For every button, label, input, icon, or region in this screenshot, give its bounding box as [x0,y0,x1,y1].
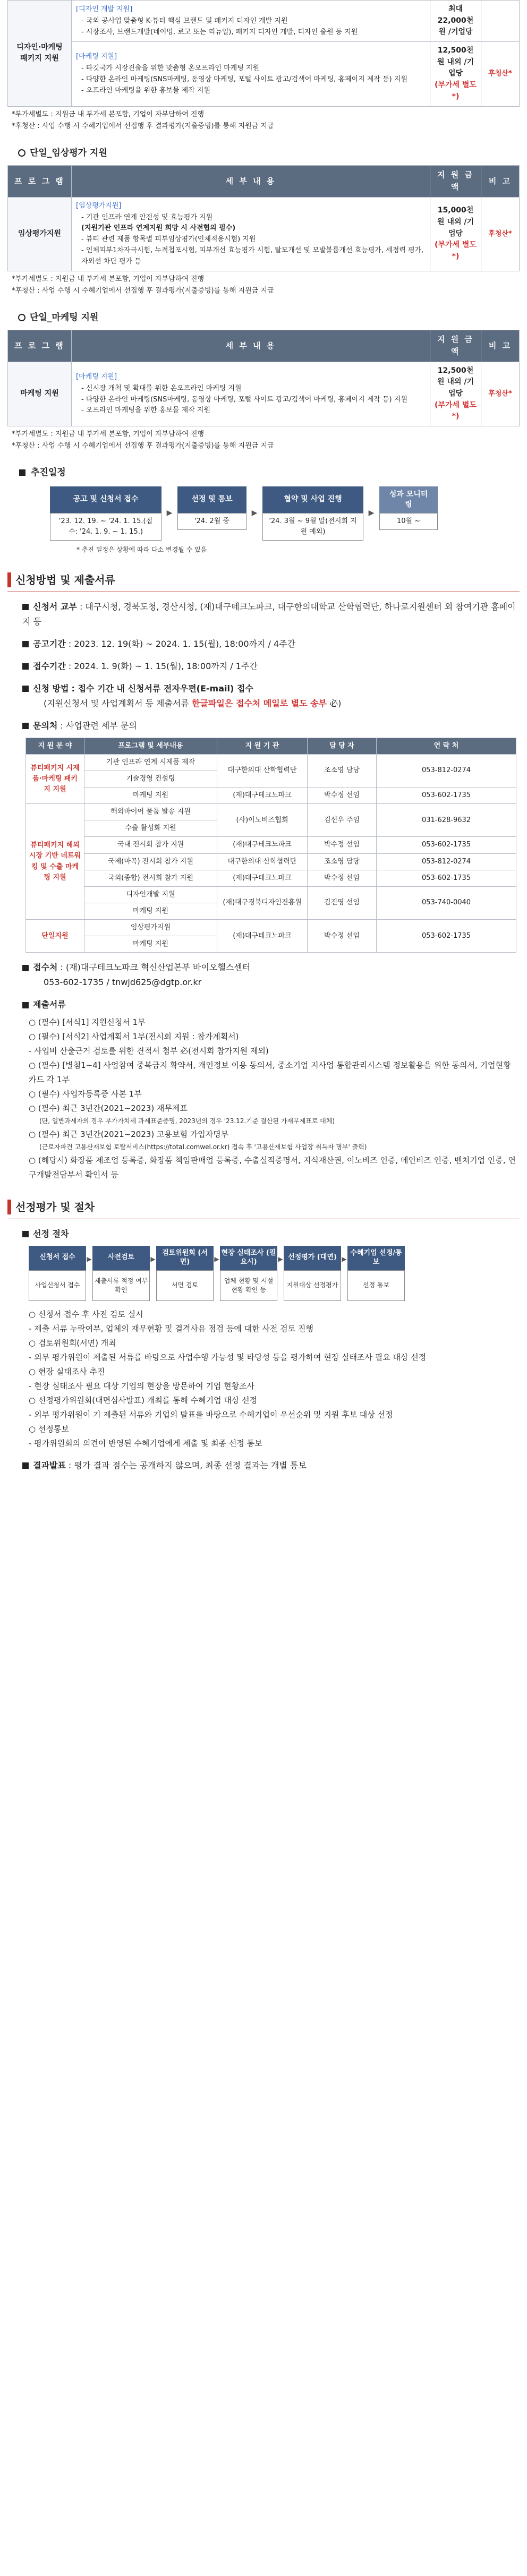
amount-value: 12,500천원 내외 /기업당 [437,366,474,398]
step-date: '24. 2월 중 [177,513,246,530]
col-header: 연 락 처 [377,738,516,754]
marketing-table [7,330,520,426]
schedule-flow [50,486,520,541]
category-cell: 뷰티패키지 시제품·마케팅 패키지 지원 [26,754,84,803]
amount-value: 15,000천원 내외 /기업당 [437,206,474,238]
line-label: 선정 절차 [33,1228,69,1239]
proc-item: - 외부 평가위원이 기 제출된 서류와 기업의 발표를 바탕으로 수혜기업이 우선순위 및 지원 후보 대상 선정 [29,1409,393,1419]
prog-cell: 기관 인프라 연계 시제품 제작 [84,754,217,771]
col-header: 세 부 내 용 [72,166,430,198]
line-text: : 대구시청, 경북도청, 경산시청, (재)대구테크노파크, 대구한의대학교 산학협력단, 하나로지원센터 외 참여기관 홈페이지 등 [22,601,516,627]
vat-footnote: *부가세별도 : 지원금 내 부가세 본포함, 기업이 자부담하여 진행 [12,430,205,439]
content-label: [임상평가지원] [76,201,122,210]
doc-item: ○ (필수) [서식1] 지원신청서 1부 [29,1017,146,1028]
category-cell: 뷰티패키지 해외시장 기반 네트워킹 및 수출 마케팅 지원 [26,804,84,920]
circle-bullet-icon [18,149,26,157]
program-name-cell: 디자인·마케팅 패키지 지원 [8,1,72,107]
procedure-heading [22,1227,520,1242]
marketing-content-cell [72,42,430,106]
doc-item: - 사업비 산출근거 검토를 위한 견적서 첨부 必(전시회 참가지원 제외) [29,1046,269,1056]
select-section-heading [7,1199,520,1216]
arrow-right-icon: ▶ [87,1255,92,1263]
detail-text: (지원신청서 및 사업계획서 등 제출서류 [44,698,192,708]
square-bullet-icon [22,1231,29,1237]
result-line [22,1458,520,1473]
prog-cell: 마케팅 지원 [84,787,217,803]
person-cell: 박수정 선임 [308,920,377,953]
contact-line [22,718,520,733]
col-header: 지 원 분 야 [26,738,84,754]
content-item: - 뷰티 관련 제품 항목별 피부임상평가(인체적용시험) 지원 [81,235,256,244]
content-item: - 신시장 개척 및 확대를 위한 온오프라인 마케팅 지원 [81,384,242,392]
schedule-note: * 추진 일정은 상황에 따라 다소 변경될 수 있음 [76,545,207,553]
proc-item: ○ 선정통보 [29,1424,69,1434]
square-bullet-icon [22,641,29,647]
doc-small-note: (근로자파견 고용산재보험 토탈서비스(https://total.comwel.or.kr) 접속 후 '고용산재보험 사업장 취득자 명부' 출력) [39,1143,367,1151]
col-header: 지 원 기 관 [217,738,308,754]
line-label: 신청서 교부 [33,601,77,612]
square-bullet-icon [22,1002,29,1008]
prog-cell: 국내 전시회 참가 지원 [84,837,217,853]
arrow-right-icon: ▶ [278,1255,283,1263]
phone-cell: 053-602-1735 [377,837,516,853]
phone-cell: 053-812-0274 [377,754,516,787]
proc-item: - 현장 실태조사 필요 대상 기업의 현장을 방문하여 기업 현황조사 [29,1381,255,1391]
person-cell: 조소영 담당 [308,754,377,787]
vat-footnote: *부가세별도 : 지원금 내 부가세 본포함, 기업이 자부담하여 진행 [12,110,205,118]
doc-item: ○ (필수) 사업자등록증 사본 1부 [29,1089,142,1099]
square-bullet-icon [22,663,29,670]
square-bullet-icon [19,469,26,476]
process-step [220,1246,277,1301]
line-text: : 2023. 12. 19(화) ~ 2024. 1. 15(월), 18:00까지 / 4주간 [68,638,296,649]
col-header: 비 고 [481,330,520,362]
proc-item: - 외부 평가위원이 제출된 서류를 바탕으로 사업수행 가능성 및 타당성 등을 평가하여 현장 실태조사 필요 대상 선정 [29,1352,427,1362]
submit-line [22,960,520,990]
apply-org-line [22,600,520,629]
org-cell: (재)대구테크노파크 [217,920,308,953]
schedule-heading [19,466,520,480]
doc-item: ○ (필수) 최근 3년간(2021~2023) 고용보험 가입자명부 [29,1129,229,1139]
org-cell: (재)대구테크노파크 [217,870,308,886]
line-text: : 사업관련 세부 문의 [60,720,137,731]
process-step-title: 신청서 접수 [29,1246,86,1270]
note-cell: 후청산* [481,42,520,106]
prog-cell: 수출 활성화 지원 [84,820,217,837]
schedule-step [262,486,363,541]
content-label: [마케팅 지원] [76,53,117,61]
proc-item: ○ 선정평가위원회(대면심사발표) 개최를 통해 수혜기업 대상 선정 [29,1395,258,1405]
footnotes [7,273,520,297]
subheading-text: 단일_마케팅 지원 [30,312,99,323]
line-text: : 2024. 1. 9(화) ~ 1. 15(월), 18:00까지 / 1주간 [68,661,258,671]
step-title: 협약 및 사업 진행 [262,486,363,513]
col-header: 프 로 그 램 [8,166,72,198]
schedule-step [50,486,162,541]
process-step [92,1246,150,1301]
col-header: 세 부 내 용 [72,330,430,362]
process-step-desc: 서면 검토 [156,1270,214,1301]
submit-phone: 053-602-1735 / tnwjd625@dgtp.or.kr [44,977,202,988]
content-item: - 다양한 온라인 마케팅(SNS마케팅, 동영상 마케팅, 포털 사이트 광고/검색어 마케팅, 홍페이지 제작 등) 지원 [81,395,407,404]
heading-text: 추진일정 [31,467,66,478]
arrow-right-icon: ▶ [368,508,375,517]
notice-period-line [22,637,520,652]
program-name-cell: 마케팅 지원 [8,362,72,426]
process-step-title: 선정평가 (대면) [284,1246,341,1270]
person-cell: 박수정 선임 [308,837,377,853]
prog-cell: 마케팅 지원 [84,936,217,953]
vat-note: (부가세 별도*) [435,400,477,421]
proc-item: - 평가위원회의 의견이 반영된 수혜기업에게 제출 및 최종 선정 통보 [29,1438,262,1448]
prog-cell: 디자인개발 지원 [84,886,217,903]
marketing-subheading [18,311,520,324]
procedure-list [29,1307,520,1451]
contact-table-wrap [7,738,520,953]
person-cell: 김선우 주임 [308,804,377,837]
docs-list [29,1015,520,1182]
org-cell: (재)대구테크노파크 [217,787,308,803]
process-step-title: 수혜기업 선정/통보 [347,1246,405,1270]
content-item: - 인체피부1차자극시험, 누적첩포시험, 피부개선 효능평가 시험, 탈모개선 및 모발볼륨개선 효능평가, 세정력 평가, 자외선 차단 평가 등 [81,246,424,266]
col-header: 비 고 [481,166,520,198]
process-step-desc: 사업신청서 접수 [29,1270,86,1301]
detail-text: 必) [327,698,342,708]
amount-value: 12,500천원 내외 /기업당 [437,46,474,78]
line-label: 공고기간 [33,638,66,649]
square-bullet-icon [22,723,29,729]
square-bullet-icon [22,965,29,971]
phone-cell: 053-602-1735 [377,787,516,803]
process-step-title: 사전검토 [92,1246,150,1270]
postpay-footnote: *후청산 : 사업 수행 시 수혜기업에서 선집행 후 결과평가(지출증빙)를 통해 지원금 지급 [12,122,274,130]
process-step-title: 검토위원회 (서면) [156,1246,214,1270]
line-label: 신청 방법 [33,683,69,694]
process-flow [29,1246,520,1301]
design-marketing-table [7,0,520,107]
col-header: 담 당 자 [308,738,377,754]
arrow-right-icon: ▶ [150,1255,156,1263]
detail-highlight: 한글파일은 접수처 메일로 별도 송부 [191,698,327,708]
proc-item: ○ 신청서 접수 후 사전 검토 실시 [29,1309,143,1319]
square-bullet-icon [22,604,29,610]
design-content-cell [72,1,430,42]
doc-item: ○ (필수) [서식2] 사업계획서 1부(전시회 지원 : 참가계획서) [29,1032,239,1042]
phone-cell: 053-602-1735 [377,870,516,886]
section-bar-icon [7,1200,11,1214]
org-cell: (사)이노비즈협회 [217,804,308,837]
prog-cell: 임상평가지원 [84,920,217,936]
postpay-footnote: *후청산 : 사업 수행 시 수혜기업에서 선집행 후 결과평가(지출증빙)를 통해 지원금 지급 [12,442,274,450]
prog-cell: 국제(마곡) 전시회 참가 지원 [84,853,217,870]
col-header: 지 원 금 액 [430,166,481,198]
doc-item: ○ (필수) 최근 3년간(2021~2023) 재무제표 [29,1103,188,1114]
clinical-subheading [18,146,520,160]
note-cell: 후청산* [481,362,520,426]
content-cell [72,362,430,426]
prog-cell: 마케팅 지원 [84,903,217,919]
arrow-right-icon: ▶ [214,1255,219,1263]
person-cell: 박수정 선임 [308,870,377,886]
vat-note: (부가세 별도*) [435,81,477,101]
process-step [284,1246,341,1301]
person-cell: 김진영 선임 [308,886,377,919]
process-step-desc: 선정 통보 [347,1270,405,1301]
circle-bullet-icon [18,314,26,321]
category-cell: 단일지원 [26,920,84,953]
org-cell: 대구한의대 산학협력단 [217,853,308,870]
line-text: : 평가 결과 점수는 공개하지 않으며, 최종 선정 결과는 개별 통보 [68,1460,307,1470]
method-detail [22,696,520,711]
schedule-step [177,486,246,541]
apply-section-heading [7,572,520,588]
vat-footnote: *부가세별도 : 지원금 내 부가세 본포함, 기업이 자부담하여 진행 [12,275,205,283]
line-text: : (재)대구테크노파크 혁신산업본부 바이오헬스센터 [60,962,251,973]
line-label: 문의처 [33,720,58,731]
contact-table [26,738,516,953]
program-name-cell: 임상평가지원 [8,197,72,271]
col-header: 지 원 금 액 [430,330,481,362]
arrow-right-icon: ▶ [342,1255,347,1263]
line-label: 제출서류 [33,999,66,1010]
content-cell [72,197,430,271]
col-header: 프 로 그 램 [8,330,72,362]
square-bullet-icon [22,686,29,692]
vat-note: (부가세 별도*) [435,241,477,261]
footnotes [7,109,520,132]
content-item: - 다양한 온라인 마케팅(SNS마케팅, 동영상 마케팅, 포털 사이트 광고/검색어 마케팅, 홍페이지 제작 등) 지원 [81,75,407,83]
prog-cell: 해외바이어 물품 발송 지원 [84,804,217,820]
step-title: 선정 및 통보 [177,486,246,513]
line-label: 접수기간 [33,661,66,671]
phone-cell: 053-602-1735 [377,920,516,953]
phone-cell: 053-740-0040 [377,886,516,919]
footnotes [7,429,520,452]
process-step-desc: 지원대상 선정평가 [284,1270,341,1301]
proc-item: ○ 현장 실태조사 추진 [29,1366,105,1376]
proc-item: ○ 검토위원회(서면) 개최 [29,1338,116,1348]
line-label: 접수처 [33,962,58,973]
schedule-step [379,486,438,541]
content-label: [마케팅 지원] [76,372,117,381]
content-label: [디자인 개발 지원] [76,5,133,13]
method-line [22,681,520,711]
doc-item: ○ (필수) [별첨1~4] 사업참여 중복금지 확약서, 개인정보 이용 동의서, 중소기업 지사업 통합관리시스템 정보활용을 위한 동의서, 기업현황 카드 각 1부 [29,1060,511,1085]
line-label: 결과발표 [33,1460,66,1470]
person-cell: 박수정 선임 [308,787,377,803]
amount-cell [430,362,481,426]
postpay-footnote: *후청산 : 사업 수행 시 수혜기업에서 선집행 후 결과평가(지출증빙)를 통해 지원금 지급 [12,286,274,295]
content-item: - 타깃국가 시장진출을 위한 맞춤형 온오프라인 마케팅 지원 [81,64,260,73]
proc-item: - 제출 서류 누락여부, 업체의 재무현황 및 결격사유 점검 등에 대한 사전 검토 진행 [29,1323,313,1333]
arrow-right-icon: ▶ [251,508,258,517]
process-step [156,1246,214,1301]
org-cell: (재)대구테크노파크 [217,837,308,853]
content-item: - 시장조사, 브랜드개발(네이밍, 로고 또는 리뉴얼), 패키지 디자인 개발, 디자인 출원 등 지원 [81,28,358,36]
step-date: '23. 12. 19. ~ '24. 1. 15.(접수: '24. 1. 9. ~ 1. 15.) [50,513,162,541]
content-item: - 오프라인 마케팅을 위한 홍보물 제작 지원 [81,406,210,415]
content-item: - 오프라인 마케팅을 위한 홍보물 제작 지원 [81,86,210,95]
amount-cell: 최대 22,000천원 /기업당 [430,1,481,42]
process-step-title: 현장 실태조사 (필요시) [220,1246,277,1270]
content-item: - 국외 공사업 맞춤형 K-뷰티 핵심 브랜드 및 패키지 디자인 개발 지원 [81,16,288,25]
square-bullet-icon [22,1462,29,1469]
step-title: 공고 및 신청서 접수 [50,486,162,513]
doc-item: ○ (해당시) 화장품 제조업 등록증, 화장품 책임판매업 등록증, 수출실적증명서, 지식재산권, 이노비즈 인증, 메인비즈 인증, 벤처기업 인증, 연구개발전담부서 확인서 등 [29,1155,516,1179]
section-title: 선정평가 및 절차 [15,1200,95,1213]
section-bar-icon [7,572,11,587]
doc-small-note: (단, 일반과세자의 경우 부가가치세 과세표준증명, 2023년의 경우 '23.12.기준 결산된 가재무제표로 대체) [39,1117,335,1125]
step-date: '24. 3월 ~ 9월 말(전시회 지원 예외) [262,513,363,541]
phone-cell: 031-628-9632 [377,804,516,837]
col-header: 프로그램 및 세부내용 [84,738,217,754]
arrow-right-icon: ▶ [166,508,173,517]
phone-cell: 053-812-0274 [377,853,516,870]
note-cell: 후청산* [481,197,520,271]
prog-cell: 기술경영 컨설팅 [84,771,217,787]
process-step-desc: 업체 현황 및 시설 현황 확인 등 [220,1270,277,1301]
step-date: 10월 ~ [379,513,438,530]
clinical-table [7,165,520,271]
org-cell: 대구한의대 산학협력단 [217,754,308,787]
note-cell [481,1,520,42]
process-step-desc: 제출서류 적정 여부 확인 [92,1270,150,1301]
org-cell: (재)대구경북디자인진흥원 [217,886,308,919]
prog-cell: 국외(종합) 전시회 참가 지원 [84,870,217,886]
subheading-text: 단일_임상평가 지원 [30,147,107,158]
step-title: 성과 모니터링 [379,486,438,513]
docs-heading [22,997,520,1012]
line-text: : 접수 기간 내 신청서류 전자우편(E-mail) 접수 [71,683,253,694]
section-title: 신청방법 및 제출서류 [15,573,115,586]
content-item: (지원기관 인프라 연계지원 희망 시 사전협의 필수) [81,224,236,233]
amount-cell [430,42,481,106]
process-step [347,1246,405,1301]
person-cell: 조소영 담당 [308,853,377,870]
process-step [29,1246,86,1301]
amount-cell [430,197,481,271]
content-item: - 기관 인프라 연계 안전성 및 효능평가 지원 [81,213,213,221]
accept-period-line [22,659,520,674]
